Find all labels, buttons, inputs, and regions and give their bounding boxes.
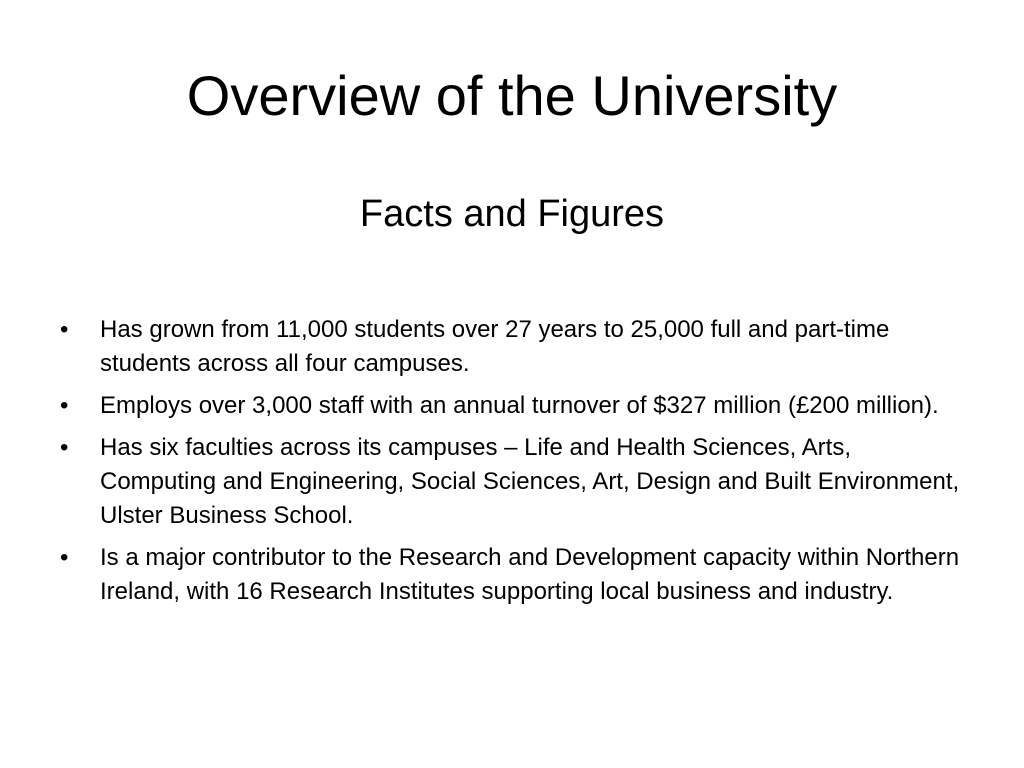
bullet-item [60, 389, 960, 423]
slide-subtitle: Facts and Figures [359, 193, 665, 235]
bullet-text: Employs over 3,000 staff with an annual turnover of $327 million (£200 million). [100, 392, 939, 419]
bullet-marker: • [60, 434, 69, 461]
bullet-marker: • [60, 392, 69, 419]
bullet-item [60, 313, 960, 381]
bullet-marker: • [60, 544, 69, 571]
slide-title: Overview of the University [186, 64, 838, 127]
bullet-text: Has six faculties across its campuses – Life and Health Sciences, Arts, Computing and Engineering, Social Sciences, Art, Design and Built Environment, Ulster Business School. [100, 434, 960, 529]
bullet-item [60, 431, 960, 533]
bullet-item [60, 541, 960, 609]
bullet-text: Is a major contributor to the Research and Development capacity within Northern Ireland, with 16 Research Institutes supporting local business and industry. [100, 544, 960, 605]
bullet-text: Has grown from 11,000 students over 27 years to 25,000 full and part-time students across all four campuses. [100, 316, 890, 377]
bullet-list [60, 313, 960, 617]
bullet-marker: • [60, 316, 69, 343]
